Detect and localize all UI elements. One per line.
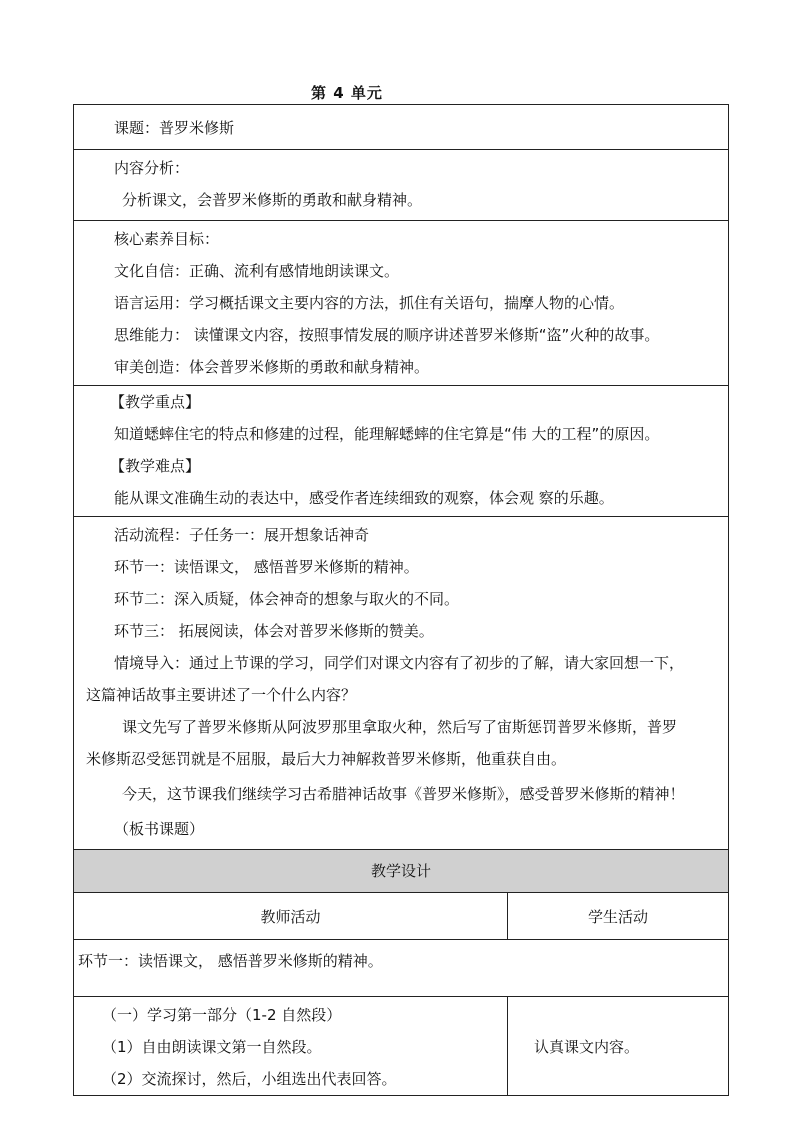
teacher-activity-header: 教师活动 xyxy=(74,893,508,940)
difficult-points-heading: 【教学难点】 xyxy=(110,457,201,475)
scenario-intro-cont: 这篇神话故事主要讲述了一个什么内容？ xyxy=(86,686,357,704)
content-analysis-heading: 内容分析： xyxy=(114,159,190,177)
design-header-row xyxy=(74,850,729,893)
activity-step: 环节二：深入质疑，体会神奇的想象与取火的不同。 xyxy=(114,590,460,608)
student-activity-header: 学生活动 xyxy=(508,893,729,940)
core-goal-item: 语言运用：学习概括课文主要内容的方法，抓住有关语句，揣摩人物的心情。 xyxy=(114,294,625,312)
teacher-line: （2）交流探讨，然后，小组选出代表回答。 xyxy=(102,1070,397,1088)
lesson-title-row xyxy=(74,105,729,150)
key-points-text: 知道蟋蟀住宅的特点和修建的过程，能理解蟋蟀的住宅算是“伟 大的工程”的原因。 xyxy=(114,425,660,443)
activity-step: 环节三： 拓展阅读，体会对普罗米修斯的赞美。 xyxy=(114,622,434,640)
board-title-note: （板书课题） xyxy=(114,820,205,838)
activity-row xyxy=(74,517,729,850)
content-analysis-row xyxy=(74,150,729,221)
today-paragraph: 今天，这节课我们继续学习古希腊神话故事《普罗米修斯》，感受普罗米修斯的精神！ xyxy=(122,785,685,803)
unit-title: 第 4 单元 xyxy=(311,84,383,102)
content-analysis-text: 分析课文，会普罗米修斯的勇敢和献身精神。 xyxy=(122,191,423,209)
summary-paragraph-cont: 米修斯忍受惩罚就是不屈服，最后大力神解救普罗米修斯，他重获自由。 xyxy=(86,750,567,768)
difficult-points-text: 能从课文准确生动的表达中，感受作者连续细致的观察，体会观 察的乐趣。 xyxy=(114,489,614,507)
lesson-plan-table xyxy=(73,104,729,1096)
column-header-row xyxy=(74,893,729,940)
core-goals-row xyxy=(74,221,729,386)
core-goal-item: 审美创造：体会普罗米修斯的勇敢和献身精神。 xyxy=(114,358,430,376)
scenario-intro: 情境导入：通过上节课的学习，同学们对课文内容有了初步的了解，请大家回想一下， xyxy=(114,654,685,672)
key-points-heading: 【教学重点】 xyxy=(110,393,201,411)
core-goals-heading: 核心素养目标： xyxy=(114,230,220,248)
activity-flow: 活动流程：子任务一：展开想象话神奇 xyxy=(114,526,370,544)
key-points-row xyxy=(74,386,729,517)
section-1-title: 环节一：读悟课文， 感悟普罗米修斯的精神。 xyxy=(78,952,383,970)
core-goal-item: 思维能力： 读懂课文内容，按照事情发展的顺序讲述普罗米修斯“盗”火种的故事。 xyxy=(114,326,660,344)
core-goal-item: 文化自信：正确、流利有感情地朗读课文。 xyxy=(114,262,400,280)
lesson-title: 课题：普罗米修斯 xyxy=(114,118,235,137)
summary-paragraph: 课文先写了普罗米修斯从阿波罗那里拿取火种，然后写了宙斯惩罚普罗米修斯，普罗 xyxy=(122,718,678,736)
activity-step: 环节一：读悟课文， 感悟普罗米修斯的精神。 xyxy=(114,558,419,576)
activity-detail-row xyxy=(74,997,729,1096)
teacher-line: （1）自由朗读课文第一自然段。 xyxy=(102,1038,322,1056)
design-header: 教学设计 xyxy=(74,850,729,893)
teacher-line: （一）学习第一部分（1-2 自然段） xyxy=(102,1006,342,1024)
student-activity-text: 认真课文内容。 xyxy=(534,1037,640,1056)
section-row xyxy=(74,940,729,997)
